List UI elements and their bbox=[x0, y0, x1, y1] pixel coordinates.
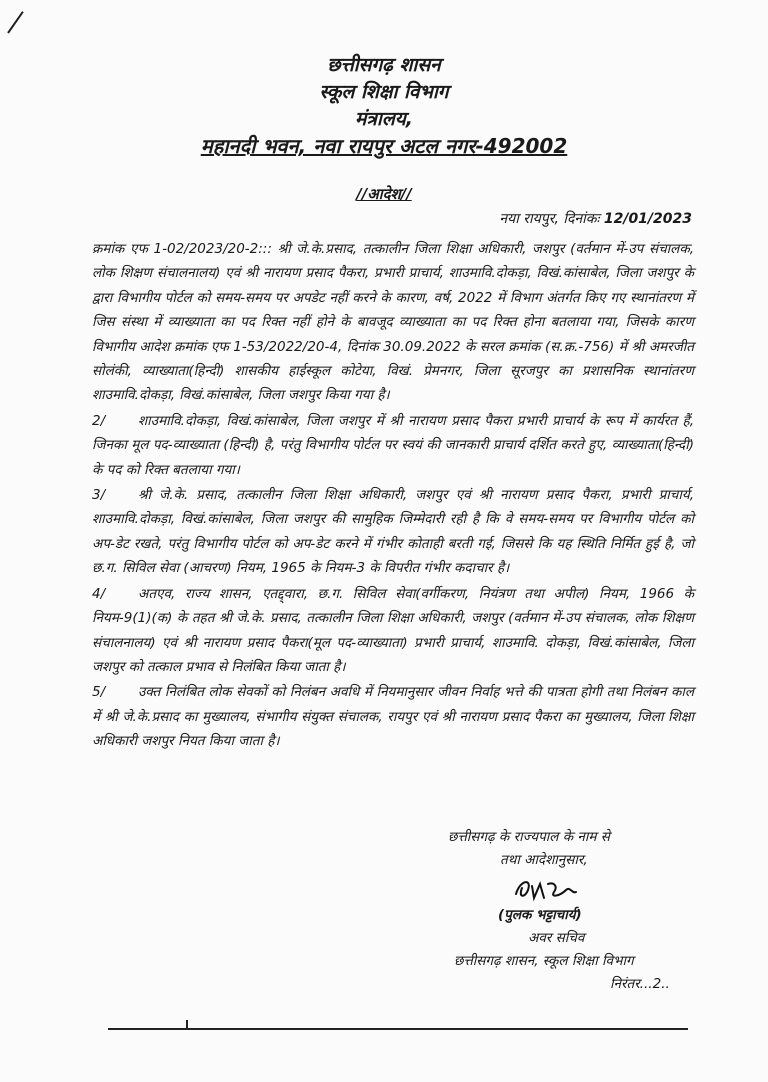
signatory-designation: अवर सचिव bbox=[528, 930, 585, 946]
paragraph-5 bbox=[92, 680, 694, 753]
paragraph-number: 4/ bbox=[92, 585, 106, 602]
department-name: स्कूल शिक्षा विभाग bbox=[319, 81, 449, 103]
footer-rule bbox=[108, 1028, 688, 1030]
signature-block bbox=[440, 826, 690, 996]
letterhead bbox=[0, 52, 768, 160]
paragraph-number: 5/ bbox=[92, 684, 106, 701]
handwritten-signature bbox=[510, 872, 590, 904]
signatory-department: छत्तीसगढ़ शासन, स्कूल शिक्षा विभाग bbox=[454, 953, 634, 969]
paragraph-text: क्रमांक एफ 1-02/2023/20-2::: श्री जे.के.प्रसाद, तत्कालीन जिला शिक्षा अधिकारी, जशपुर (वर्तमान में-उप संचालक, लोक शिक्षण संचालनालय) एवं श्री नारायण प्रसाद पैकरा, प्रभारी प्राचार्य, शाउमावि.दोकड़ा, विखं.कांसाबेल, जिला जशपुर के द्वारा विभागीय पोर्टल को समय-समय पर अपडेट नहीं करने के कारण, वर्ष, 2022 में विभाग अंतर्गत किए गए स्थानांतरण में जिस संस्था में व्याख्याता का पद रिक्त नहीं होने के बावजूद व्याख्याता का पद रिक्त होना बतलाया गया, जिसके कारण विभागीय आदेश क्रमांक एफ 1-53/2022/20-4, दिनांक 30.09.2022 के सरल क्रमांक (स.क्र.-756) में श्री अमरजीत सोलंकी, व्याख्याता(हिन्दी) शासकीय हाईस्कूल कोटेया, विखं. प्रेमनगर, जिला सूरजपुर का प्रशासनिक स्थानांतरण शाउमावि.दोकड़ा, विखं.कांसाबेल, जिला जशपुर किया गया है। bbox=[92, 241, 694, 404]
paragraph-text: श्री जे.के. प्रसाद, तत्कालीन जिला शिक्षा अधिकारी, जशपुर एवं श्री नारायण प्रसाद पैकरा, प्रभारी प्राचार्य, शाउमावि.दोकड़ा, विखं.कांसाबेल, जिला जशपुर की सामुहिक जिम्मेदारी रही है कि वे समय-समय पर विभागीय पोर्टल को अप-डेट रखते, परंतु विभागीय पोर्टल को अप-डेट करने में गंभीर कोताही बरती गई, जिससे कि यह स्थिति निर्मित हुई है, जो छ.ग. सिविल सेवा (आचरण) नियम, 1965 के नियम-3 के विपरीत गंभीर कदाचार है। bbox=[92, 487, 694, 577]
margin-tick-mark bbox=[7, 11, 24, 33]
paragraph-text: अतएव, राज्य शासन, एतद्द्वारा, छ.ग. सिविल सेवा(वर्गीकरण, नियंत्रण तथा अपील) नियम, 1966 के नियम-9(1)(क) के तहत श्री जे.के. प्रसाद, तत्कालीन जिला शिक्षा अधिकारी, जशपुर (वर्तमान में-उप संचालक, लोक शिक्षण संचालनालय) एवं श्री नारायण प्रसाद पैकरा(मूल पद-व्याख्याता) प्रभारी प्राचार्य, शाउमावि. दोकड़ा, विखं.कांसाबेल, जिला जशपुर को तत्काल प्रभाव से निलंबित किया जाता है। bbox=[92, 585, 694, 675]
government-name: छत्तीसगढ़ शासन bbox=[327, 54, 441, 76]
order-title: //आदेश// bbox=[356, 185, 412, 203]
continuation-note: निरंतर...2.. bbox=[610, 976, 670, 992]
paragraph-1 bbox=[92, 237, 694, 408]
order-date: 12/01/2023 bbox=[603, 211, 692, 227]
order-line: तथा आदेशानुसार, bbox=[500, 852, 588, 868]
authority-line: छत्तीसगढ़ के राज्यपाल के नाम से bbox=[448, 829, 610, 845]
order-body bbox=[92, 237, 694, 754]
paragraph-number: 2/ bbox=[92, 412, 106, 429]
place-label: नया रायपुर, दिनांकः bbox=[499, 211, 600, 227]
paragraph-number: 3/ bbox=[92, 487, 106, 504]
paragraph-3 bbox=[92, 483, 694, 581]
paragraph-text: शाउमावि.दोकड़ा, विखं.कांसाबेल, जिला जशपुर में श्री नारायण प्रसाद पैकरा प्रभारी प्राचार्य के रूप में कार्यरत हैं, जिनका मूल पद-व्याख्याता (हिन्दी) है, परंतु विभागीय पोर्टल पर स्वयं की जानकारी प्राचार्य दर्शित करते हुए, व्याख्याता(हिन्दी) के पद को रिक्त बतलाया गया। bbox=[92, 412, 694, 478]
ministry-name: मंत्रालय, bbox=[355, 108, 413, 130]
office-address: महानदी भवन, नवा रायपुर अटल नगर-492002 bbox=[200, 134, 568, 158]
paragraph-4 bbox=[92, 582, 694, 680]
place-date bbox=[499, 209, 692, 228]
paragraph-2 bbox=[92, 409, 694, 482]
signatory-name: (पुलक भट्टाचार्य) bbox=[498, 907, 582, 923]
paragraph-text: उक्त निलंबित लोक सेवकों को निलंबन अवधि में नियमानुसार जीवन निर्वाह भत्ते की पात्रता होगी तथा निलंबन काल में श्री जे.के.प्रसाद का मुख्यालय, संभागीय संयुक्त संचालक, रायपुर एवं श्री नारायण प्रसाद पैकरा का मुख्यालय, जिला शिक्षा अधिकारी जशपुर नियत किया जाता है। bbox=[92, 684, 694, 750]
